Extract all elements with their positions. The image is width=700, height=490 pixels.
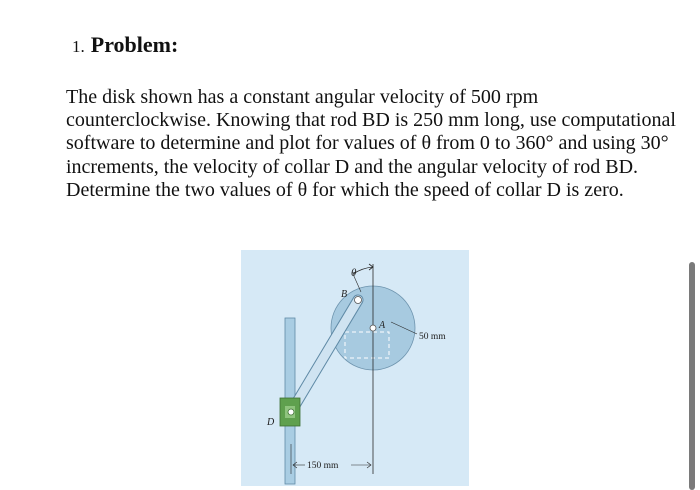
label-radius: 50 mm (419, 332, 446, 342)
problem-heading (72, 32, 178, 58)
mechanism-diagram (241, 250, 469, 486)
problem-title: Problem: (90, 32, 179, 57)
label-d: D (267, 417, 275, 428)
problem-statement: The disk shown has a constant angular velocity of 500 rpm counterclockwise. Knowing that rod BD is 250 mm long, use computational software to determine and plot for values of θ from 0 to 360° and using 30° increments, the velocity of collar D and the angular velocity of rod BD. Determine the two values of θ for which the speed of collar D is zero. (66, 86, 676, 201)
label-b: B (341, 289, 348, 300)
mechanism-figure (241, 250, 469, 486)
label-a: A (379, 320, 386, 331)
label-theta: θ (351, 267, 357, 279)
problem-number: 1. (72, 37, 85, 56)
pin-a (370, 325, 376, 331)
label-horizontal-distance: 150 mm (307, 461, 339, 471)
pin-d (288, 409, 294, 415)
vertical-scrollbar[interactable] (689, 262, 695, 490)
pin-b (355, 297, 362, 304)
